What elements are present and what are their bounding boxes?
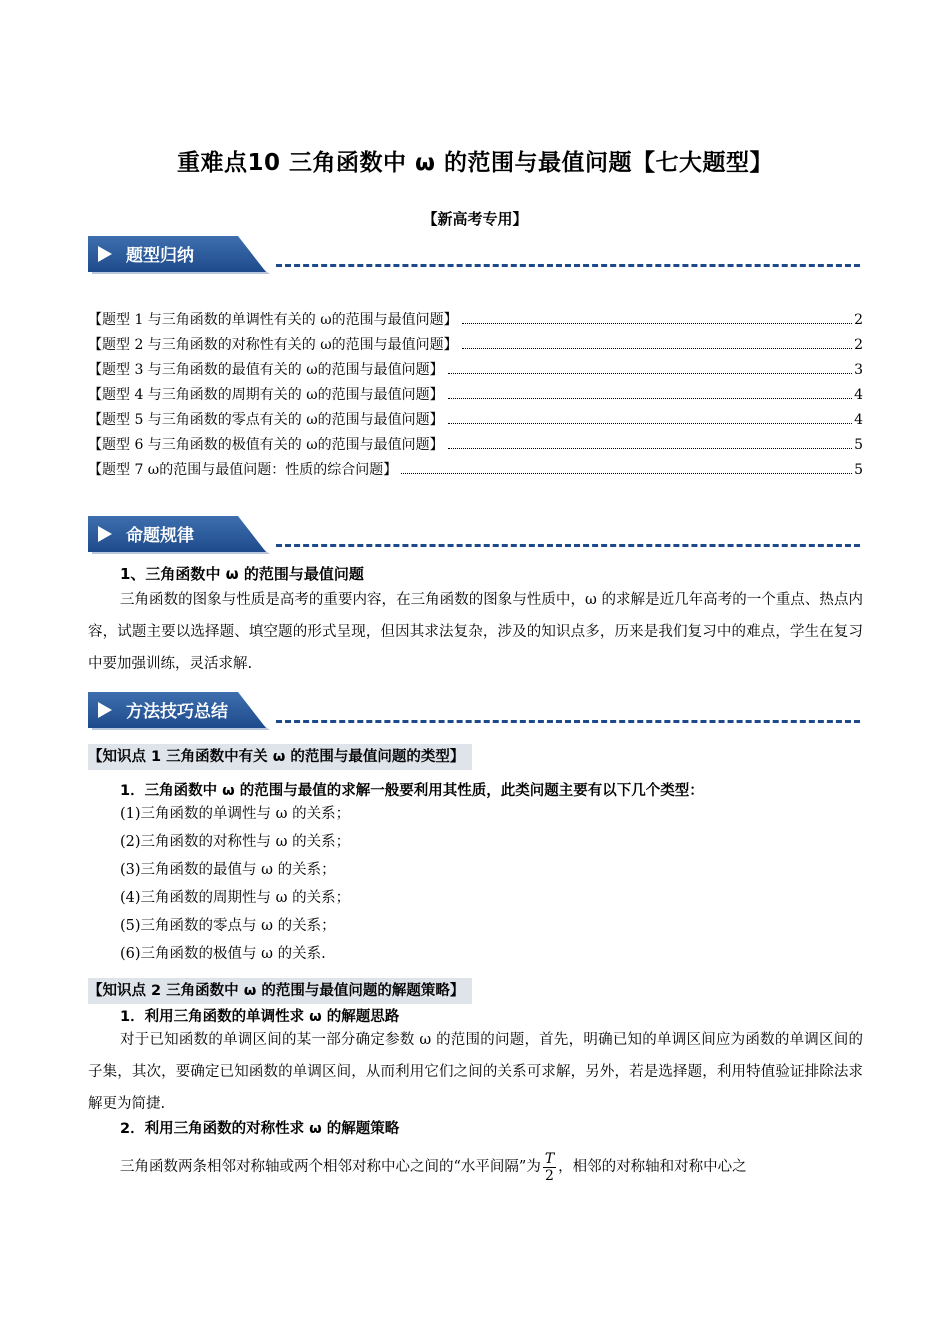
toc-item[interactable]: 【题型 2 与三角函数的对称性有关的 ω的范围与最值问题】 2 — [88, 337, 863, 353]
toc-item[interactable]: 【题型 7 ω的范围与最值问题：性质的综合问题】 5 — [88, 462, 863, 478]
kp1-item: (3)三角函数的最值与 ω 的关系； — [120, 862, 336, 878]
dashed-divider — [276, 544, 860, 547]
section-banner-question-types — [88, 236, 868, 274]
page-subtitle: 【新高考专用】 — [422, 210, 528, 228]
dashed-divider — [276, 720, 860, 723]
play-arrow-icon — [98, 246, 112, 262]
fraction-t-over-2: $\frac{T}{2}$ — [544, 1150, 555, 1184]
toc-item[interactable]: 【题型 3 与三角函数的最值有关的 ω的范围与最值问题】 3 — [88, 362, 863, 378]
play-arrow-icon — [98, 526, 112, 542]
kp1-item: (4)三角函数的周期性与 ω 的关系； — [120, 890, 351, 906]
kp2-section1-paragraph: 对于已知函数的单调区间的某一部分确定参数 ω 的范围的问题，首先，明确已知的单调区间应为函数的单调区间的子集，其次，要确定已知函数的单调区间，从而利用它们之间的关系可求解，另外，若是选择题，利用特值验证排除法求解更为简捷. — [88, 1032, 863, 1112]
rule-heading: 1、三角函数中 ω 的范围与最值问题 — [120, 565, 364, 583]
knowledge-point-1-title: 【知识点 1 三角函数中有关 ω 的范围与最值问题的类型】 — [88, 744, 472, 770]
knowledge-point-2-title: 【知识点 2 三角函数中 ω 的范围与最值问题的解题策略】 — [88, 978, 472, 1004]
kp2-section2-heading: 2．利用三角函数的对称性求 ω 的解题策略 — [120, 1121, 400, 1137]
kp1-item: (6)三角函数的极值与 ω 的关系. — [120, 946, 326, 962]
kp2-section2-paragraph: 三角函数两条相邻对称轴或两个相邻对称中心之间的“水平间隔”为 $\frac{T}{2}$ ，相邻的对称轴和对称中心之 — [120, 1150, 747, 1184]
play-arrow-icon — [98, 702, 112, 718]
banner-label: 方法技巧总结 — [126, 702, 228, 722]
kp1-item: (5)三角函数的零点与 ω 的关系； — [120, 918, 336, 934]
section-banner-methods — [88, 692, 868, 730]
kp1-lead: 1．三角函数中 ω 的范围与最值的求解一般要利用其性质，此类问题主要有以下几个类型： — [120, 783, 704, 799]
toc-item[interactable]: 【题型 4 与三角函数的周期有关的 ω的范围与最值问题】 4 — [88, 387, 863, 403]
kp1-item: (1)三角函数的单调性与 ω 的关系； — [120, 806, 351, 822]
banner-label: 题型归纳 — [126, 246, 194, 266]
toc-item[interactable]: 【题型 6 与三角函数的极值有关的 ω的范围与最值问题】 5 — [88, 437, 863, 453]
rule-paragraph: 三角函数的图象与性质是高考的重要内容，在三角函数的图象与性质中，ω 的求解是近几年高考的一个重点、热点内容，试题主要以选择题、填空题的形式呈现，但因其求法复杂，涉及的知识点多，历来是我们复习中的难点，学生在复习中要加强训练，灵活求解. — [88, 592, 863, 672]
kp2-section1-heading: 1．利用三角函数的单调性求 ω 的解题思路 — [120, 1009, 400, 1025]
section-banner-rules — [88, 516, 868, 554]
page-title: 重难点10 三角函数中 ω 的范围与最值问题【七大题型】 — [176, 150, 774, 176]
banner-label: 命题规律 — [126, 526, 194, 546]
toc-item[interactable]: 【题型 1 与三角函数的单调性有关的 ω的范围与最值问题】 2 — [88, 312, 863, 328]
dashed-divider — [276, 264, 860, 267]
kp1-item: (2)三角函数的对称性与 ω 的关系； — [120, 834, 351, 850]
toc-item[interactable]: 【题型 5 与三角函数的零点有关的 ω的范围与最值问题】 4 — [88, 412, 863, 428]
